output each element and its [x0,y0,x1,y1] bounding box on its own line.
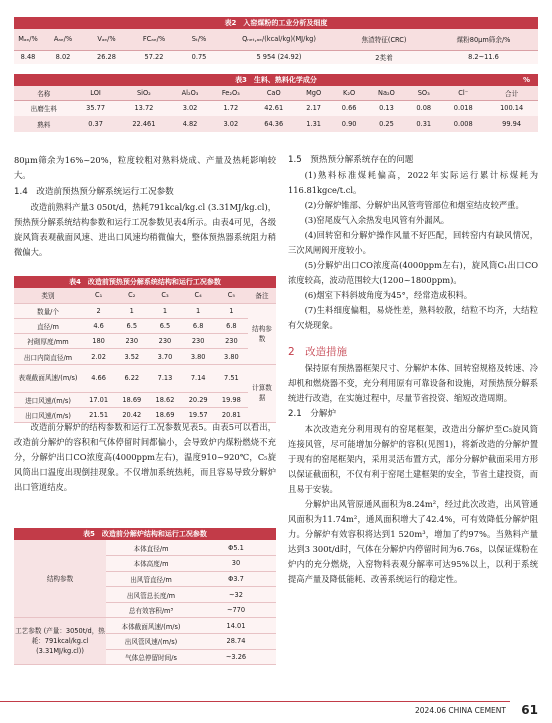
table-header-cell: SO₃ [406,86,441,100]
table-3-grid [14,86,538,132]
table-cell: 13.72 [118,100,171,116]
table-4-preheater-params [14,276,276,423]
table-cell: 64.36 [252,116,296,132]
left-column-top [14,153,276,260]
table-cell: 7.14 [182,364,215,392]
table-cell: 30 [196,556,276,572]
table-header-cell: 煤粉80μm筛余/% [429,29,538,50]
left-column-mid [14,420,276,495]
table-cell: 4.66 [82,364,115,392]
table-row [14,392,276,407]
list-item: (4)回转窑和分解炉操作风量不好匹配，回转窑内有缺风情况，三次风闸阀开度较小。 [288,230,538,255]
table-header-cell: Fe₂O₃ [210,86,252,100]
table-header-cell: FCₐₑ/% [129,29,179,50]
body-paragraph: 80μm筛余为16%~20%，粒度较粗对熟料烧成、产量及热耗影响较大。 [14,155,276,180]
table-cell: Φ5.1 [196,540,276,556]
table-cell: 20.81 [215,407,248,422]
table-cell: 0.75 [179,50,219,64]
body-paragraph: 分解炉出风管原通风面积为8.24m²，经过此次改造，出风管通风面积为11.74m²，通风面积增大了42.4%，可有效降低分解炉阻力。分解炉有效容积将达到1 520m³，增加了约97%。当熟料产量达到3 300t/d时，气体在分解炉内停留时间为6.76s，以保证煤粉在炉内的充分燃烧，入窑物料表观分解率可达95%以上，以利于系统提高产量及降低能耗、改善系统运行的稳定性。 [288,499,538,584]
table-cell: 19.98 [215,392,248,407]
table-cell: 19.57 [182,407,215,422]
table-header-cell: Qₙₑₜ,ₐₑ/(kcal/kg)(MJ/kg) [219,29,339,50]
body-paragraph: 改造前熟料产量3 050t/d，热耗791kcal/kg.cl (3.31MJ/kg.cl)，预热预分解系统结构参数和运行工况参数见表4所示。由表4可见，各级旋风筒表观截面风速、进出口风速均稍微偏大，整体预热器系统阻力稍微偏大。 [14,202,276,257]
table-cell: 6.8 [215,318,248,333]
table-cell: 0.13 [367,100,407,116]
table-cell: 230 [215,334,248,349]
table-header-cell: C₁ [82,288,115,303]
table-header-cell: 名称 [14,86,74,100]
table-header-cell: 合计 [485,86,538,100]
table-cell: 6.8 [182,318,215,333]
table-row [14,100,538,116]
section-heading: 1.4 改造前预热预分解系统运行工况参数 [14,187,174,197]
table-5-calciner-params [14,528,276,665]
table-cell: 衬砌厚度/mm [14,334,82,349]
footer-rule [0,701,510,702]
list-item: (7)生料细度偏粗，易烧性差，熟料较散，结粒不均齐，大结粒有欠烧现象。 [288,305,538,330]
table-cell: 0.66 [332,100,367,116]
table-cell: 直径/m [14,318,82,333]
table-header-cell: Cl⁻ [441,86,485,100]
table-cell: 0.31 [406,116,441,132]
table-row [14,349,276,364]
list-item: (6)烟室下料斜坡角度为45°，经常造成积料。 [304,290,473,300]
table-cell: 0.25 [367,116,407,132]
table-cell: 0.018 [441,100,485,116]
table-3-title [14,74,538,86]
table-cell: 99.94 [485,116,538,132]
table-3-title-text: 表3 生料、熟料化学成分 [235,76,317,84]
table-5-title: 表5 改造前分解炉结构和运行工况参数 [14,528,276,540]
table-cell: 6.5 [148,318,181,333]
table-cell: 18.69 [115,392,148,407]
table-cell: 100.14 [485,100,538,116]
table-cell: 1.31 [296,116,332,132]
table-header-cell: Aₐₑ/% [42,29,84,50]
table-header-cell: SiO₂ [118,86,171,100]
table-4-title: 表4 改造前预热预分解系统结构和运行工况参数 [14,276,276,288]
table-cell: 3.02 [210,116,252,132]
table-cell: 1 [182,303,215,318]
body-paragraph: 本次改造充分利用现有的窑尾框架，改造出分解炉至C₅旋风筒连接风管，尽可能增加分解炉的容积(见图1)，将新改造的分解炉置于现有的窑尾框架内，采用灵活布置方式，部分分解炉截面采用方形以保证截面积，不仅有利于窑尾土建框架的安全，节省土建投资，而且易于安装。 [288,424,538,494]
right-column [288,153,538,587]
table-cell: 230 [182,334,215,349]
table-cell: 3.80 [182,349,215,364]
table-header-cell: Na₂O [367,86,407,100]
table-row [14,364,276,392]
list-item: (5)分解炉出口CO浓度高(4000ppm左右)，旋风筒C₁出口CO浓度较高，波动范围较大(1200~1800ppm)。 [288,260,538,285]
table-cell: 21.51 [82,407,115,422]
table-cell: 5 954 (24.92) [219,50,339,64]
table-cell: 2.17 [296,100,332,116]
table-header-cell: 类别 [14,288,82,303]
table-row [14,618,276,634]
table-cell: 1.72 [210,100,252,116]
table-header-row [14,29,538,50]
page-footer [0,701,552,723]
table-row [14,116,538,132]
table-cell: 出风管直径/m [106,571,196,587]
table-header-cell: Mₐₑ/% [14,29,42,50]
table-cell: 1 [148,303,181,318]
table-cell: 2类着 [339,50,429,64]
table-cell: 数量/个 [14,303,82,318]
table-cell: 出磨生料 [14,100,74,116]
body-paragraph: 保持原有预热器框架尺寸、分解炉本体、回转窑规格及转速、冷却机和燃烧器不变，充分利用原有可靠设备和设施，对预热预分解系统进行改造，在实施过程中，尽量节省投资、缩短改造周期。 [288,363,538,403]
table-cell: 20.42 [115,407,148,422]
body-paragraph: 改造前分解炉的结构参数和运行工况参数见表5。由表5可以看出，改造前分解炉的容积和气体停留时间都偏小，会导致炉内煤粉燃烧不充分，分解炉出口CO浓度高(4000ppm左右)，温度910~920℃，C₅旋风筒出口温度出现倒挂现象。不仅增加系统热耗，而且容易导致分解炉出口管道结皮。 [14,422,276,492]
table-cell: 本体截面风速/(m/s) [106,618,196,634]
table-cell: 出风管风速/(m/s) [106,634,196,650]
table-cell: 8.02 [42,50,84,64]
table-4-grid [14,288,276,423]
table-cell: 57.22 [129,50,179,64]
table-note-cell: 计算数据 [248,364,276,423]
table-cell: 出口内筒直径/m [14,349,82,364]
table-header-cell: C₄ [182,288,215,303]
table-cell: ~32 [196,587,276,603]
table-cell: 表观截面风速/(m/s) [14,364,82,392]
table-cell: 28.74 [196,634,276,650]
table-cell: 35.77 [74,100,118,116]
table-cell: 17.01 [82,392,115,407]
chapter-heading: 2 改造措施 [288,346,348,358]
table-row [14,540,276,556]
table-header-cell: C₂ [115,288,148,303]
table-header-cell: Vₐₑ/% [84,29,129,50]
table-cell: 出口风速/(m/s) [14,407,82,422]
table-2-coal-analysis [14,17,538,64]
table-cell: 进口风速/(m/s) [14,392,82,407]
table-row [14,318,276,333]
table-cell: 26.28 [84,50,129,64]
table-2-title: 表2 入窑煤粉的工业分析及细度 [14,17,538,29]
table-header-cell: K₂O [332,86,367,100]
table-cell: 2.02 [82,349,115,364]
table-header-row [14,86,538,100]
table-cell: 本体高度/m [106,556,196,572]
table-cell: ~770 [196,602,276,618]
table-cell: 7.13 [148,364,181,392]
table-header-cell: LOI [74,86,118,100]
list-item: (1)熟料标准煤耗偏高，2022年实际运行累计标煤耗为116.81kgce/t.cl。 [288,170,538,195]
table-row [14,303,276,318]
table-cell: 2 [82,303,115,318]
table-5-grid [14,540,276,665]
table-cell: 18.62 [148,392,181,407]
table-cell: 180 [82,334,115,349]
table-cell: 8.2~11.6 [429,50,538,64]
table-cell: 7.51 [215,364,248,392]
table-cell: 3.52 [115,349,148,364]
table-cell: 0.08 [406,100,441,116]
table-cell: ~3.26 [196,649,276,665]
table-cell: 0.008 [441,116,485,132]
section-heading: 1.5 预热预分解系统存在的问题 [288,155,414,165]
table-cell: 6.5 [115,318,148,333]
table-cell: Φ3.7 [196,571,276,587]
table-cell: 6.22 [115,364,148,392]
list-item: (2)分解炉锥部、分解炉出风管弯管部位和烟室结皮较严重。 [304,200,524,210]
table-header-cell: C₅ [215,288,248,303]
table-cell: 22.461 [118,116,171,132]
section-heading: 2.1 分解炉 [288,409,337,419]
table-cell: 总有效容积/m³ [106,602,196,618]
list-item: (3)窑尾废气入余热发电风管有外漏风。 [304,215,450,225]
table-cell: 熟料 [14,116,74,132]
table-cell: 本体直径/m [106,540,196,556]
table-cell: 3.80 [215,349,248,364]
table-header-cell: 备注 [248,288,276,303]
table-cell: 18.69 [148,407,181,422]
table-header-row [14,288,276,303]
table-cell: 14.01 [196,618,276,634]
page-number: 61 [521,703,538,717]
table-cell: 0.90 [332,116,367,132]
table-header-cell: MgO [296,86,332,100]
table-cell: 4.82 [170,116,210,132]
table-cell: 20.29 [182,392,215,407]
table-cell: 1 [215,303,248,318]
table-cell: 出风管总长度/m [106,587,196,603]
table-3-unit: % [522,76,530,84]
table-2-grid [14,29,538,64]
table-cell: 1 [115,303,148,318]
table-cell: 4.6 [82,318,115,333]
table-cell: 3.02 [170,100,210,116]
table-cell: 0.37 [74,116,118,132]
table-cell: 3.70 [148,349,181,364]
table-group-cell: 工艺参数 (产量：3050t/d，热耗：791kcal/kg.cl (3.31MJ/kg.cl)) [14,618,106,665]
table-cell: 42.61 [252,100,296,116]
table-group-cell: 结构参数 [14,540,106,618]
table-header-cell: C₃ [148,288,181,303]
table-row [14,50,538,64]
table-note-cell: 结构参数 [248,303,276,364]
table-row [14,334,276,349]
publication-info: 2024.06 CHINA CEMENT [415,706,506,715]
table-cell: 8.48 [14,50,42,64]
table-cell: 气体总停留时间/s [106,649,196,665]
table-3-chemical-composition [14,74,538,132]
table-header-cell: 焦渣特征(CRC) [339,29,429,50]
table-cell: 230 [148,334,181,349]
table-header-cell: Sₜ/% [179,29,219,50]
table-header-cell: Al₂O₃ [170,86,210,100]
table-cell: 230 [115,334,148,349]
table-header-cell: CaO [252,86,296,100]
